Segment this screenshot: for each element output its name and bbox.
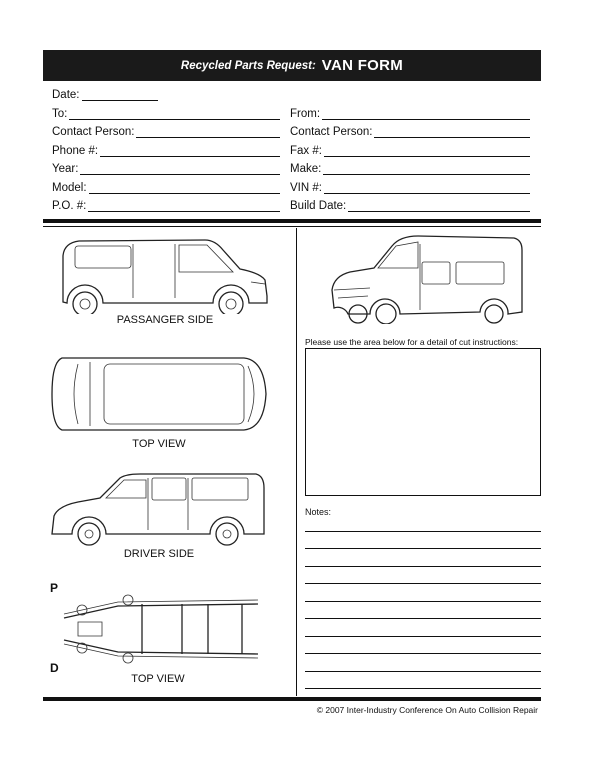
phone-label: Phone #:	[52, 145, 99, 157]
header-divider-thick	[43, 219, 541, 223]
year-label: Year:	[52, 163, 79, 175]
po-field[interactable]	[52, 198, 280, 212]
contact-right-line[interactable]	[374, 126, 530, 138]
notes-line-7[interactable]	[305, 636, 541, 637]
make-field[interactable]	[290, 161, 530, 175]
notes-line-1[interactable]	[305, 531, 541, 532]
contact-left-field[interactable]	[52, 124, 280, 138]
fax-line[interactable]	[324, 145, 530, 157]
frame-top-view-drawing	[58, 592, 270, 666]
date-line[interactable]	[82, 89, 159, 101]
copyright-footer: © 2007 Inter-Industry Conference On Auto Collision Repair	[316, 705, 538, 715]
top-view-van-drawing	[48, 354, 270, 434]
phone-line[interactable]	[100, 145, 280, 157]
notes-line-6[interactable]	[305, 618, 541, 619]
header-divider-thin	[43, 226, 541, 227]
contact-left-line[interactable]	[136, 126, 280, 138]
from-label: From:	[290, 108, 321, 120]
form-title-bar	[43, 50, 541, 81]
po-label: P.O. #:	[52, 200, 87, 212]
cut-instructions-label: Please use the area below for a detail of cut instructions:	[305, 337, 519, 347]
passenger-side-caption: PASSANGER SIDE	[116, 314, 214, 326]
frame-passenger-label: P	[50, 581, 59, 595]
notes-line-2[interactable]	[305, 548, 541, 549]
year-field[interactable]	[52, 161, 280, 175]
model-label: Model:	[52, 182, 87, 194]
to-label: To:	[52, 108, 68, 120]
make-label: Make:	[290, 163, 322, 175]
form-subtitle: Recycled Parts Request:	[180, 59, 316, 72]
top-view-caption: TOP VIEW	[132, 438, 186, 450]
vin-label: VIN #:	[290, 182, 322, 194]
form-title: VAN FORM	[321, 57, 404, 74]
notes-label: Notes:	[305, 507, 332, 517]
po-line[interactable]	[88, 200, 280, 212]
cut-instructions-box[interactable]	[305, 348, 541, 496]
fax-label: Fax #:	[290, 145, 322, 157]
passenger-side-van-drawing	[55, 236, 275, 314]
notes-line-4[interactable]	[305, 583, 541, 584]
notes-line-8[interactable]	[305, 653, 541, 654]
contact-left-label: Contact Person:	[52, 126, 135, 138]
vin-field[interactable]	[290, 180, 530, 194]
notes-line-5[interactable]	[305, 601, 541, 602]
make-line[interactable]	[323, 163, 530, 175]
build-date-line[interactable]	[348, 200, 530, 212]
fax-field[interactable]	[290, 143, 530, 157]
notes-line-10[interactable]	[305, 688, 541, 689]
year-line[interactable]	[80, 163, 280, 175]
contact-right-label: Contact Person:	[290, 126, 373, 138]
driver-side-caption: DRIVER SIDE	[123, 548, 195, 560]
model-field[interactable]	[52, 180, 280, 194]
build-date-field[interactable]	[290, 198, 530, 212]
notes-line-3[interactable]	[305, 566, 541, 567]
phone-field[interactable]	[52, 143, 280, 157]
model-line[interactable]	[89, 182, 280, 194]
footer-divider	[43, 697, 541, 701]
frame-top-view-caption: TOP VIEW	[131, 673, 185, 685]
to-field[interactable]	[52, 106, 280, 120]
vin-line[interactable]	[324, 182, 530, 194]
date-label: Date:	[52, 89, 80, 101]
driver-side-van-drawing	[48, 470, 270, 546]
notes-line-9[interactable]	[305, 671, 541, 672]
contact-right-field[interactable]	[290, 124, 530, 138]
to-line[interactable]	[69, 108, 280, 120]
from-field[interactable]	[290, 106, 530, 120]
build-date-label: Build Date:	[290, 200, 347, 212]
date-field[interactable]	[52, 87, 158, 101]
front-view-van-drawing	[328, 232, 526, 324]
column-divider	[296, 228, 297, 696]
frame-driver-label: D	[50, 661, 59, 675]
from-line[interactable]	[322, 108, 530, 120]
